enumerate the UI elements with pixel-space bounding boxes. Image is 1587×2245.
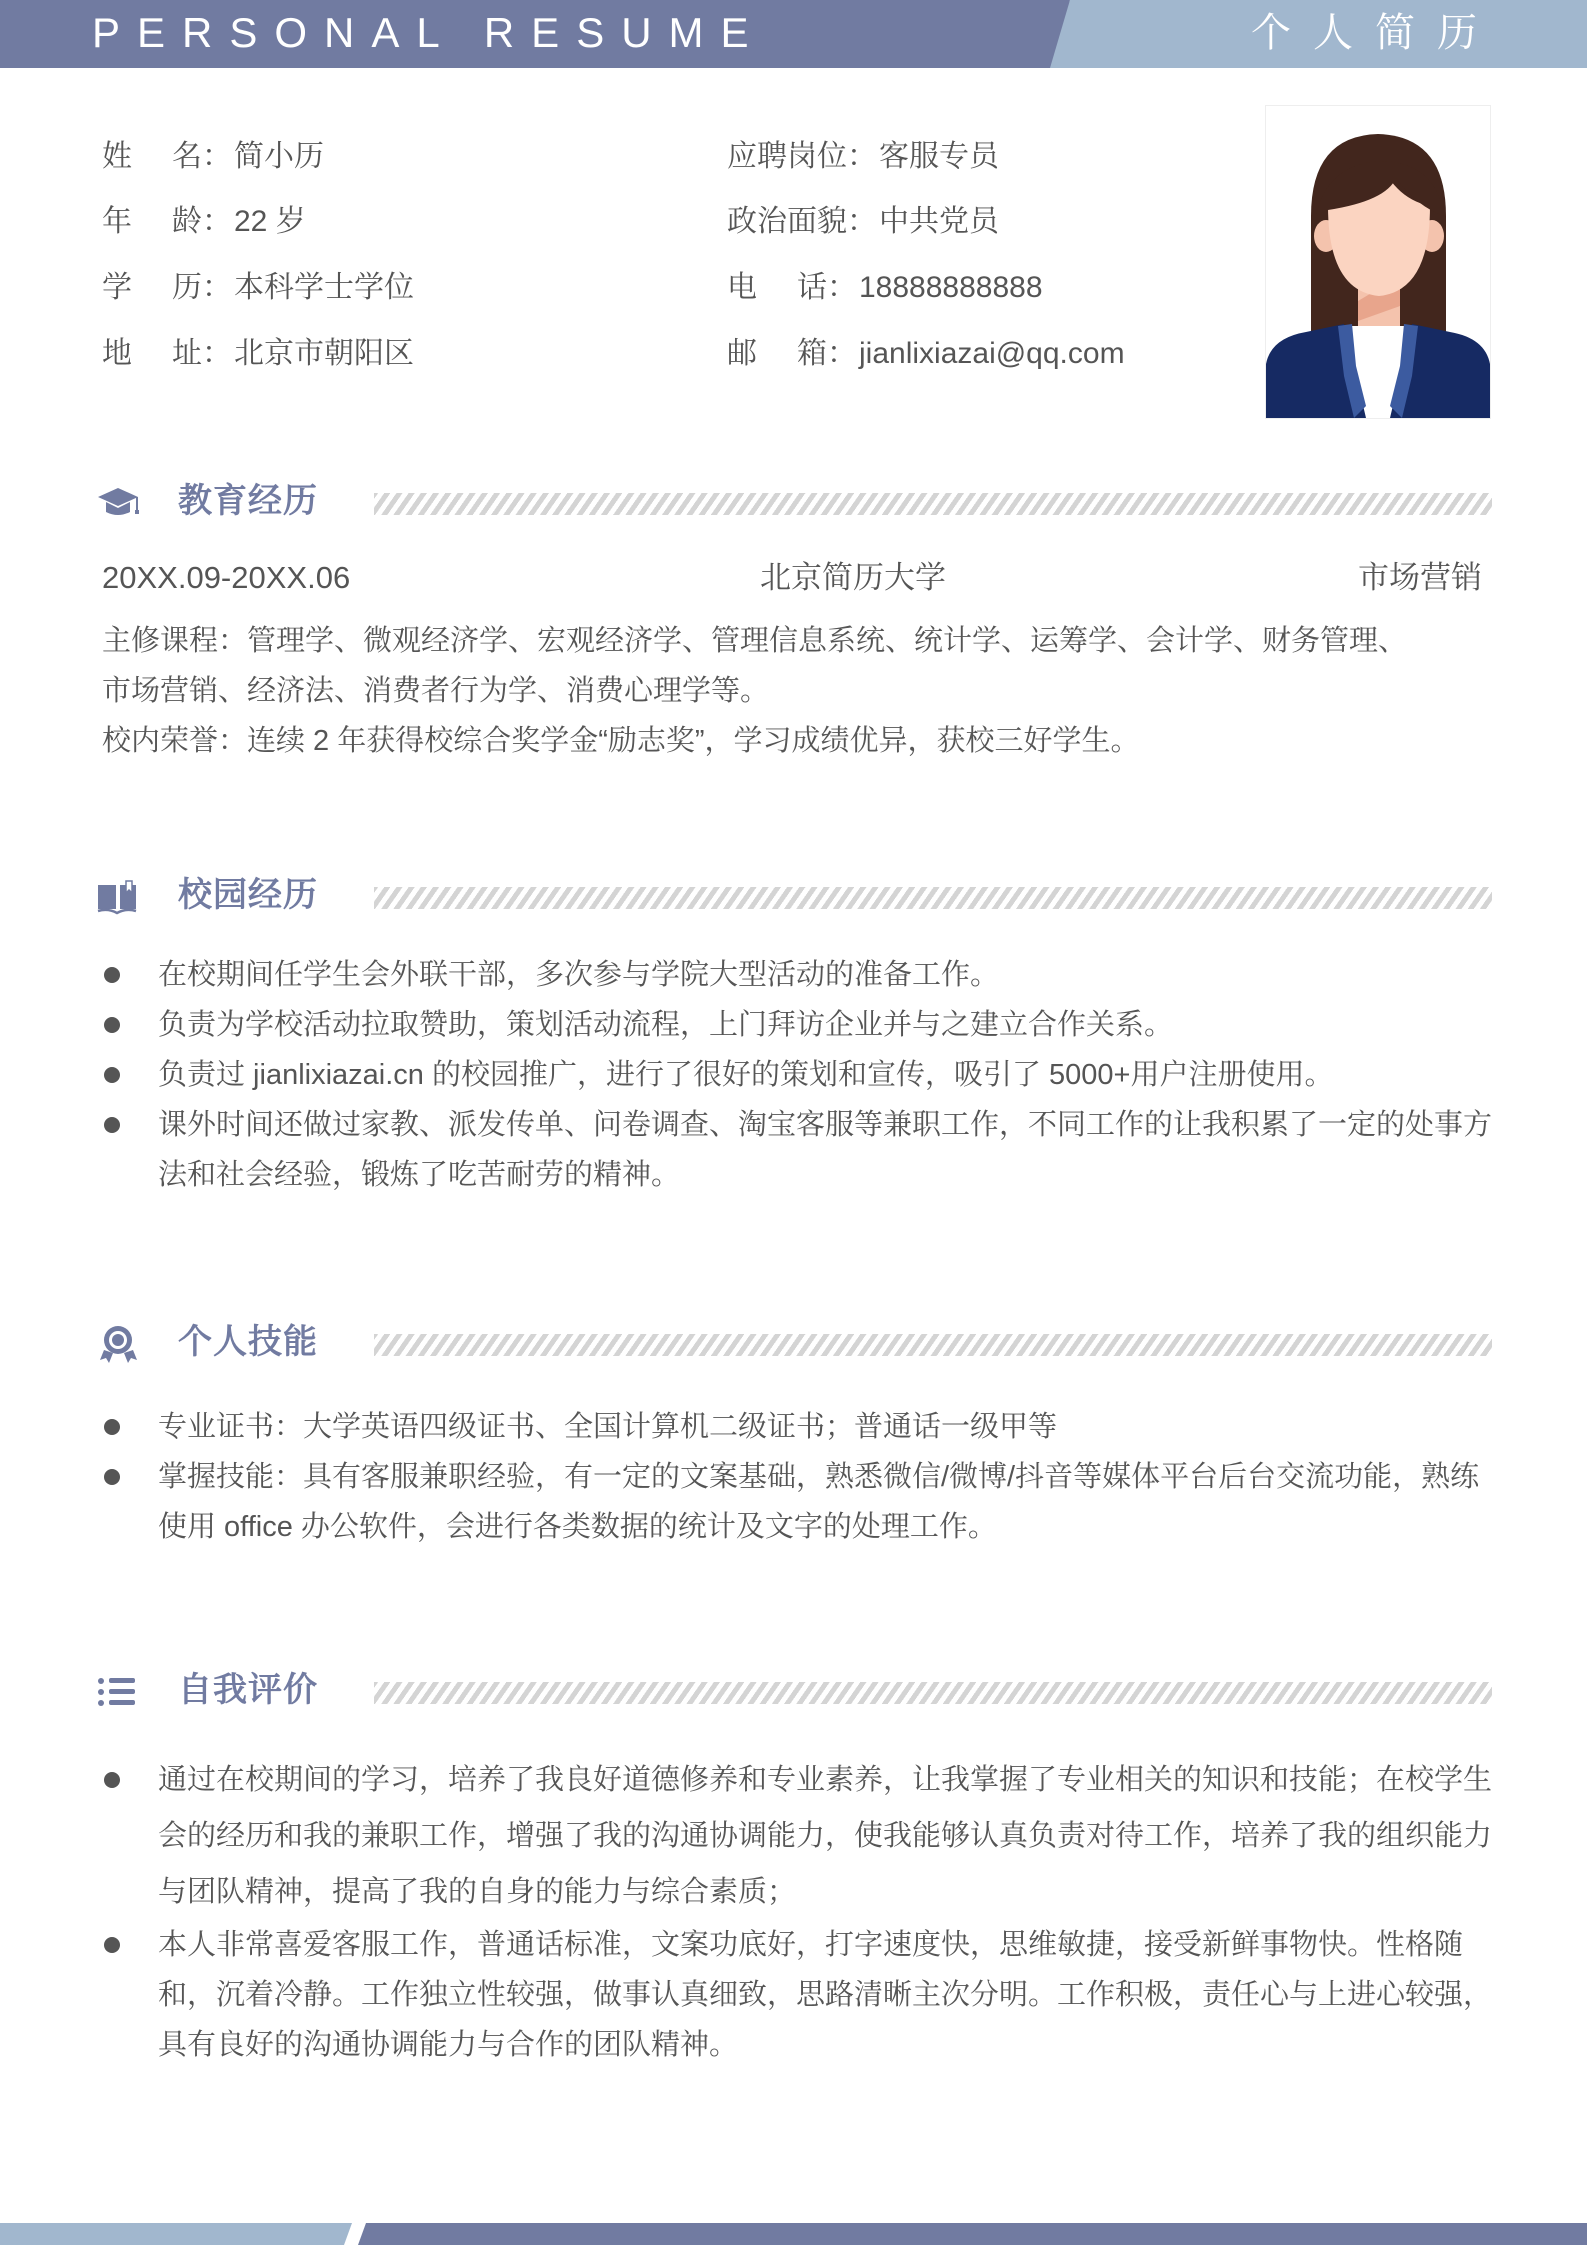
info-label: 地 址 — [102, 337, 202, 370]
decorative-stripe — [374, 1334, 1492, 1356]
info-value-name: 简小历 — [234, 140, 324, 173]
info-address: 地 址 ：北京市朝阳区 — [102, 334, 414, 374]
info-phone: 电 话 ：18888888888 — [727, 268, 1043, 308]
info-label: 年 龄 — [102, 205, 202, 238]
education-courses: 主修课程：管理学、微观经济学、宏观经济学、管理信息系统、统计学、运筹学、会计学、财务管理、 市场营销、经济法、消费者行为学、消费心理学等。 校内荣誉：连续 2 年获得校综合奖学金“励志奖”，学习成绩优异，获校三好学生。 — [102, 616, 1502, 766]
bullet-icon — [104, 1067, 120, 1083]
list-item: 在校期间任学生会外联干部，多次参与学院大型活动的准备工作。 — [102, 950, 1502, 1000]
section-header-education — [96, 477, 1496, 527]
info-label: 姓 名 — [102, 140, 202, 173]
info-label: 学 历 — [102, 271, 202, 304]
section-header-skills — [96, 1318, 1496, 1368]
info-value-phone: 18888888888 — [859, 271, 1043, 304]
list-item: 本人非常喜爱客服工作，普通话标准，文案功底好，打字速度快，思维敏捷，接受新鲜事物快。性格随和，沉着冷静。工作独立性较强，做事认真细致，思路清晰主次分明。工作积极，责任心与上进心较强，具有良好的沟通协调能力与合作的团队精神。 — [102, 1920, 1502, 2070]
book-icon — [96, 877, 140, 917]
bullet-icon — [104, 1117, 120, 1133]
info-degree: 学 历 ：本科学士学位 — [102, 268, 414, 308]
decorative-stripe — [374, 887, 1492, 909]
info-value-degree: 本科学士学位 — [234, 271, 414, 304]
bullet-icon — [104, 1469, 120, 1485]
info-value-address: 北京市朝阳区 — [234, 337, 414, 370]
info-value-age: 22 岁 — [234, 205, 306, 238]
section-title: 教育经历 — [178, 482, 318, 520]
education-school: 北京简历大学 — [760, 560, 946, 595]
title-chinese: 个人简历 — [1251, 11, 1499, 55]
info-position: 应聘岗位：客服专员 — [727, 137, 999, 177]
section-title: 自我评价 — [178, 1671, 318, 1709]
self-eval-list — [102, 1752, 1502, 2070]
header-banner — [0, 0, 1587, 68]
info-label: 邮 箱 — [727, 337, 827, 370]
education-honors: 校内荣誉：连续 2 年获得校综合奖学金“励志奖”，学习成绩优异，获校三好学生。 — [102, 725, 1140, 757]
bullet-icon — [104, 1419, 120, 1435]
info-email: 邮 箱 ：jianlixiazai@qq.com — [727, 334, 1125, 374]
section-title: 校园经历 — [178, 876, 318, 914]
bullet-icon — [104, 967, 120, 983]
profile-photo — [1265, 105, 1491, 419]
info-value-political: 中共党员 — [879, 205, 999, 238]
avatar-icon — [1266, 106, 1490, 418]
info-value-email: jianlixiazai@qq.com — [859, 337, 1125, 370]
list-item: 掌握技能：具有客服兼职经验，有一定的文案基础，熟悉微信/微博/抖音等媒体平台后台交流功能，熟练使用 office 办公软件，会进行各类数据的统计及文字的处理工作。 — [102, 1452, 1502, 1552]
section-header-self-eval — [96, 1666, 1496, 1716]
info-political: 政治面貌：中共党员 — [727, 202, 999, 242]
footer-band-left — [0, 2223, 352, 2245]
bullet-icon — [104, 1772, 120, 1788]
title-english: PERSONAL RESUME — [92, 9, 766, 56]
graduation-cap-icon — [96, 483, 140, 523]
list-item: 负责过 jianlixiazai.cn 的校园推广，进行了很好的策划和宣传，吸引了 5000+用户注册使用。 — [102, 1050, 1502, 1100]
info-label: 应聘岗位 — [727, 140, 847, 173]
list-item: 专业证书：大学英语四级证书、全国计算机二级证书；普通话一级甲等 — [102, 1402, 1502, 1452]
info-label: 电 话 — [727, 271, 827, 304]
bullet-icon — [104, 1937, 120, 1953]
footer-band-right — [358, 2223, 1587, 2245]
decorative-stripe — [374, 493, 1492, 515]
list-item: 课外时间还做过家教、派发传单、问卷调查、淘宝客服等兼职工作，不同工作的让我积累了一定的处事方法和社会经验，锻炼了吃苦耐劳的精神。 — [102, 1100, 1502, 1200]
list-item: 通过在校期间的学习，培养了我良好道德修养和专业素养，让我掌握了专业相关的知识和技能；在校学生会的经历和我的兼职工作，增强了我的沟通协调能力，使我能够认真负责对待工作，培养了我的组织能力与团队精神，提高了我的自身的能力与综合素质； — [102, 1752, 1502, 1920]
section-header-campus — [96, 871, 1496, 921]
info-name: 姓 名 ：简小历 — [102, 137, 324, 177]
award-badge-icon — [96, 1324, 140, 1364]
bullet-icon — [104, 1017, 120, 1033]
info-label: 政治面貌 — [727, 205, 847, 238]
list-item: 负责为学校活动拉取赞助，策划活动流程，上门拜访企业并与之建立合作关系。 — [102, 1000, 1502, 1050]
info-value-position: 客服专员 — [879, 140, 999, 173]
decorative-stripe — [374, 1682, 1492, 1704]
education-date: 20XX.09-20XX.06 — [102, 560, 351, 595]
skills-list — [102, 1402, 1502, 1552]
education-major: 市场营销 — [1358, 560, 1482, 595]
info-age: 年 龄 ：22 岁 — [102, 202, 306, 242]
campus-list — [102, 950, 1502, 1200]
section-title: 个人技能 — [178, 1323, 318, 1361]
footer-banner — [0, 2223, 1587, 2245]
starred-list-icon — [96, 1672, 140, 1712]
